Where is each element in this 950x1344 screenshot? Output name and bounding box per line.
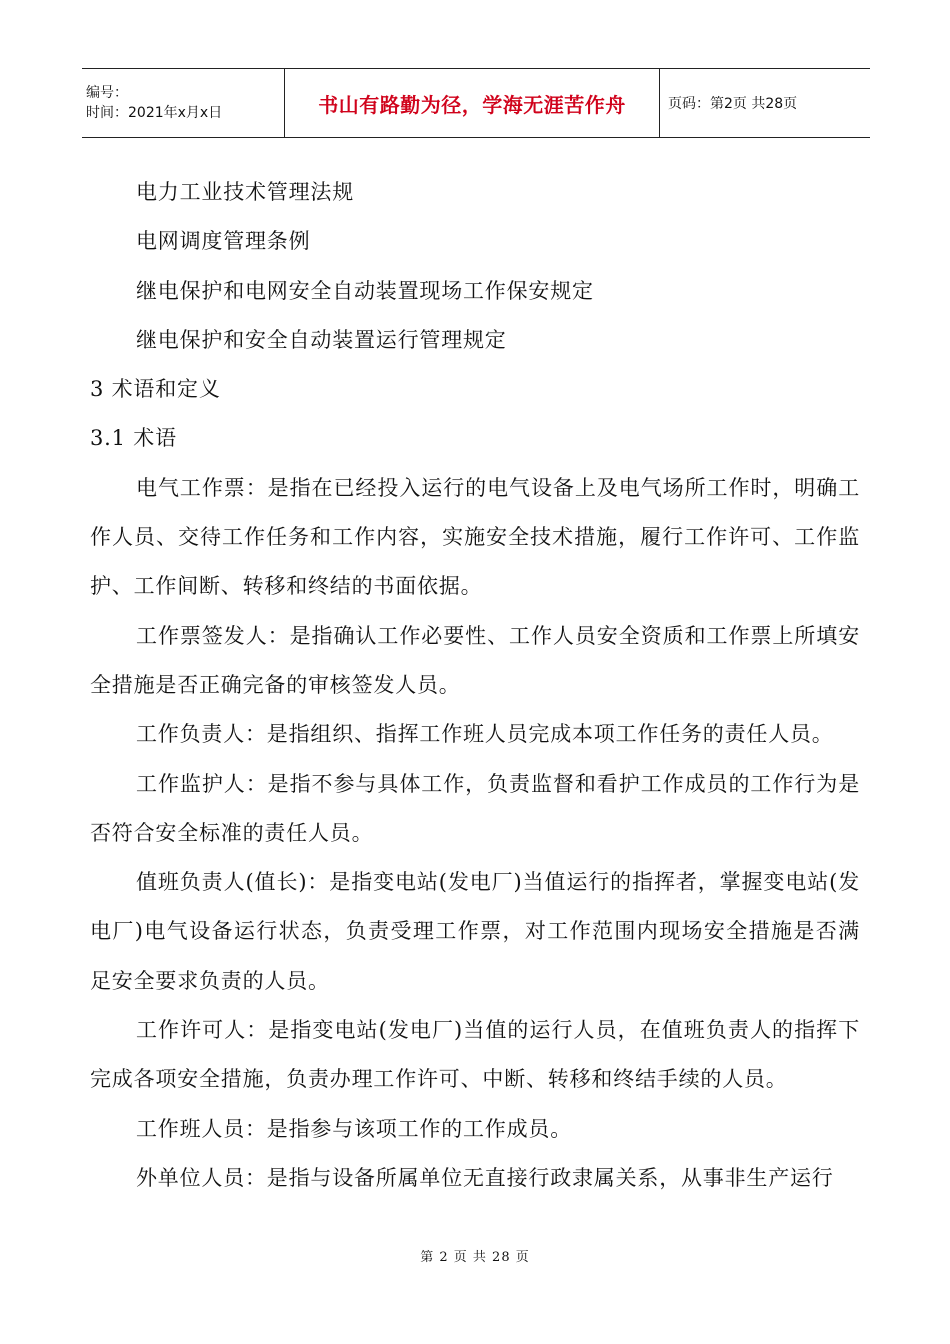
- header-meta: [82, 69, 285, 137]
- definition-paragraph: 工作监护人：是指不参与具体工作，负责监督和看护工作成员的工作行为是否符合安全标准的责任人员。: [90, 771, 860, 845]
- definition-paragraph: 工作票签发人：是指确认工作必要性、工作人员安全资质和工作票上所填安全措施是否正确完备的审核签发人员。: [90, 623, 860, 697]
- reference-item: 电网调度管理条例: [136, 229, 311, 254]
- definition-paragraph: 电气工作票：是指在已经投入运行的电气设备上及电气场所工作时，明确工作人员、交待工作任务和工作内容，实施安全技术措施，履行工作许可、工作监护、工作间断、转移和终结的书面依据。: [90, 475, 860, 599]
- reference-item: 电力工业技术管理法规: [136, 180, 354, 204]
- header-page-info: 页码：第2页 共28页: [668, 96, 798, 112]
- reference-item: 继电保护和安全自动装置运行管理规定: [136, 327, 507, 352]
- definition-paragraph: 工作负责人：是指组织、指挥工作班人员完成本项工作任务的责任人员。: [136, 722, 834, 747]
- document-number-label: 编号：: [86, 85, 128, 101]
- reference-item: 继电保护和电网安全自动装置现场工作保安规定: [136, 278, 594, 303]
- definition-paragraph: 工作班人员：是指参与该项工作的工作成员。: [136, 1116, 572, 1141]
- definition-paragraph: 工作许可人：是指变电站(发电厂)当值的运行人员，在值班负责人的指挥下完成各项安全措施，负责办理工作许可、中断、转移和终结手续的人员。: [90, 1018, 860, 1092]
- section-heading: 3 术语和定义: [90, 377, 221, 402]
- page-footer: 第 2 页 共 28 页: [420, 1250, 530, 1265]
- page-header: [82, 68, 870, 138]
- document-body: [90, 168, 860, 1203]
- definition-paragraph: 值班负责人(值长)：是指变电站(发电厂)当值运行的指挥者，掌握变电站(发电厂)电气设备运行状态，负责受理工作票，对工作范围内现场安全措施是否满足安全要求负责的人员。: [90, 870, 860, 993]
- definition-paragraph: 外单位人员：是指与设备所属单位无直接行政隶属关系，从事非生产运行: [136, 1165, 834, 1190]
- document-date: 时间：2021年x月x日: [86, 105, 223, 121]
- subsection-heading: 3.1 术语: [90, 426, 177, 451]
- header-motto: 书山有路勤为径，学海无涯苦作舟: [285, 69, 660, 137]
